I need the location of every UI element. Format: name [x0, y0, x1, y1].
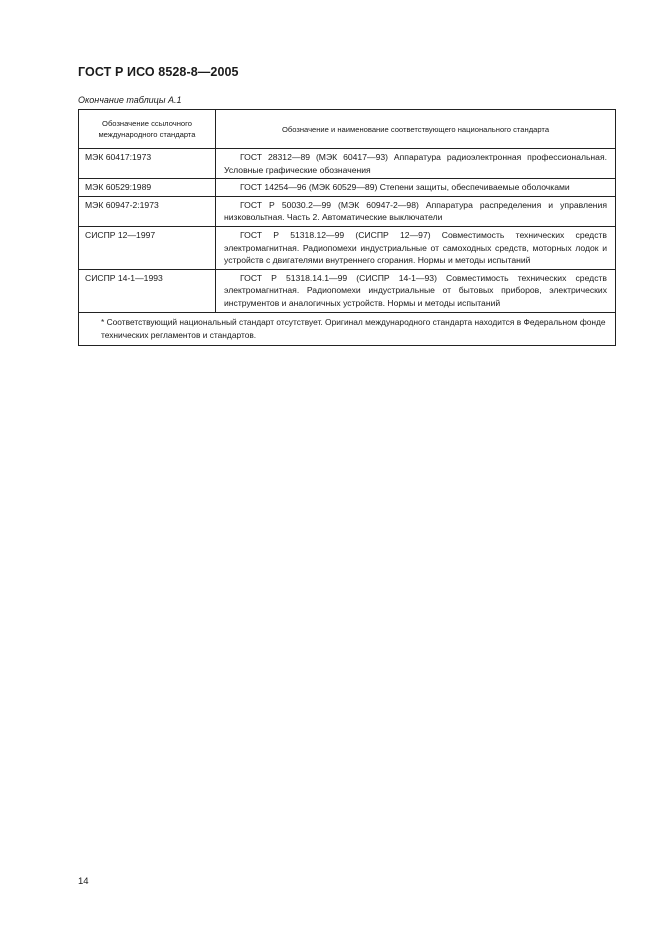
table-row — [79, 269, 616, 312]
table-header-row — [79, 110, 616, 149]
table-caption: Окончание таблицы А.1 — [78, 95, 182, 105]
standards-table — [78, 109, 616, 346]
reference-standard-cell: СИСПР 12—1997 — [79, 226, 216, 269]
column-header-national-standard: Обозначение и наименование соответствующего национального стандарта — [216, 110, 616, 149]
reference-standard-cell: МЭК 60417:1973 — [79, 149, 216, 179]
table-footnote-row — [79, 312, 616, 345]
table-footnote-text: * Соответствующий национальный стандарт отсутствует. Оригинал международного стандарта находится в Федеральном фонде технических регламентов и стандартов. — [101, 316, 606, 340]
national-standard-cell: ГОСТ Р 51318.14.1—99 (СИСПР 14-1—93) Совместимость технических средств электромагнитная. Радиопомехи индустриальные от бытовых приборов, электрических инструментов и аналогичных устройств. Нормы и методы испытаний — [216, 269, 616, 312]
reference-standard-cell: СИСПР 14-1—1993 — [79, 269, 216, 312]
reference-standard-cell: МЭК 60947-2:1973 — [79, 196, 216, 226]
national-standard-cell: ГОСТ 14254—96 (МЭК 60529—89) Степени защиты, обеспечиваемые оболочками — [216, 179, 616, 197]
national-standard-cell: ГОСТ Р 51318.12—99 (СИСПР 12—97) Совместимость технических средств электромагнитная. Радиопомехи индустриальные от самоходных средств, моторных лодок и устройств с двигателями внутреннего сгорания. Нормы и методы испытаний — [216, 226, 616, 269]
column-header-reference: Обозначение ссылочного международного стандарта — [79, 110, 216, 149]
page-number: 14 — [78, 876, 89, 887]
national-standard-cell: ГОСТ 28312—89 (МЭК 60417—93) Аппаратура радиоэлектронная профессиональная. Условные графические обозначения — [216, 149, 616, 179]
table-row — [79, 179, 616, 197]
national-standard-cell: ГОСТ Р 50030.2—99 (МЭК 60947-2—98) Аппаратура распределения и управления низковольтная. Часть 2. Автоматические выключатели — [216, 196, 616, 226]
table-footnote-cell — [79, 312, 616, 345]
table-row — [79, 226, 616, 269]
table-row — [79, 196, 616, 226]
reference-standard-cell: МЭК 60529:1989 — [79, 179, 216, 197]
table-row — [79, 149, 616, 179]
document-header-title: ГОСТ Р ИСО 8528-8—2005 — [78, 65, 239, 79]
